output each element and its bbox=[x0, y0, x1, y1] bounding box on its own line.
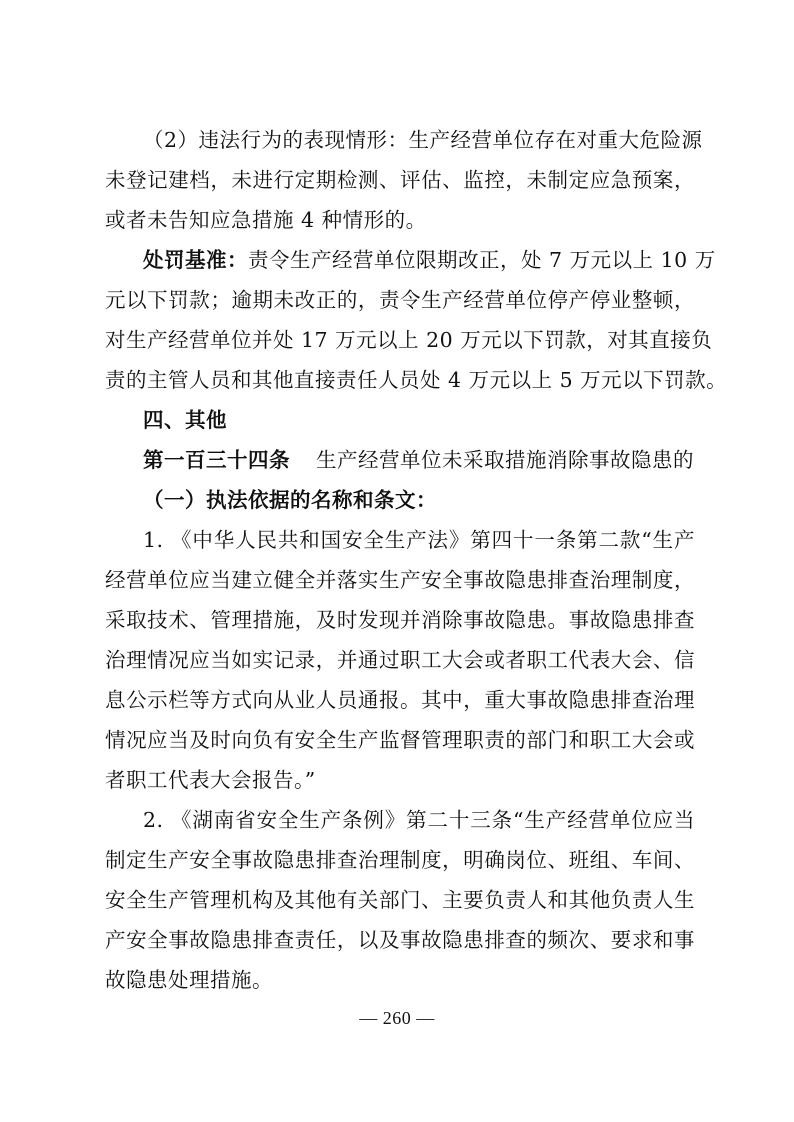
paragraph-line: 息公示栏等方式向从业人员通报。其中，重大事故隐患排查治理 bbox=[105, 688, 695, 712]
penalty-label: 处罚基准： bbox=[143, 248, 248, 272]
subheading: （一）执法依据的名称和条文： bbox=[143, 488, 437, 512]
paragraph-line: 制定生产安全事故隐患排查治理制度，明确岗位、班组、车间、 bbox=[105, 848, 695, 872]
paragraph-line: 者职工代表大会报告。” bbox=[105, 768, 316, 792]
paragraph-line: 元以下罚款；逾期未改正的，责令生产经营单位停产停业整顿， bbox=[105, 288, 695, 312]
page-number: — 260 — bbox=[359, 1008, 435, 1028]
article-text: 生产经营单位未采取措施消除事故隐患的 bbox=[316, 448, 694, 472]
paragraph-line: 治理情况应当如实记录，并通过职工大会或者职工代表大会、信 bbox=[105, 648, 695, 672]
paragraph-line: 采取技术、管理措施，及时发现并消除事故隐患。事故隐患排查 bbox=[105, 608, 695, 632]
paragraph-line: 情况应当及时向负有安全生产监督管理职责的部门和职工大会或 bbox=[105, 728, 695, 752]
paragraph-line: 或者未告知应急措施 4 种情形的。 bbox=[105, 208, 427, 232]
penalty-text: 责令生产经营单位限期改正，处 7 万元以上 10 万 bbox=[248, 248, 716, 272]
section-heading: 四、其他 bbox=[143, 408, 227, 432]
penalty-line bbox=[143, 246, 716, 274]
paragraph-line: 安全生产管理机构及其他有关部门、主要负责人和其他负责人生 bbox=[105, 888, 695, 912]
paragraph-line: 责的主管人员和其他直接责任人员处 4 万元以上 5 万元以下罚款。 bbox=[105, 368, 728, 392]
paragraph-line: 1. 《中华人民共和国安全生产法》第四十一条第二款“生产 bbox=[143, 528, 695, 552]
article-label: 第一百三十四条 bbox=[143, 448, 290, 472]
paragraph-line: 故隐患处理措施。 bbox=[105, 968, 273, 992]
paragraph-line: 对生产经营单位并处 17 万元以上 20 万元以下罚款，对其直接负 bbox=[105, 328, 713, 352]
paragraph-line: （2）违法行为的表现情形：生产经营单位存在对重大危险源 bbox=[143, 128, 703, 152]
paragraph-line: 2. 《湖南省安全生产条例》第二十三条“生产经营单位应当 bbox=[143, 808, 695, 832]
article-title bbox=[143, 446, 695, 474]
paragraph-line: 产安全事故隐患排查责任，以及事故隐患排查的频次、要求和事 bbox=[105, 928, 695, 952]
paragraph-line: 未登记建档，未进行定期检测、评估、监控，未制定应急预案， bbox=[105, 168, 695, 192]
paragraph-line: 经营单位应当建立健全并落实生产安全事故隐患排查治理制度， bbox=[105, 568, 695, 592]
